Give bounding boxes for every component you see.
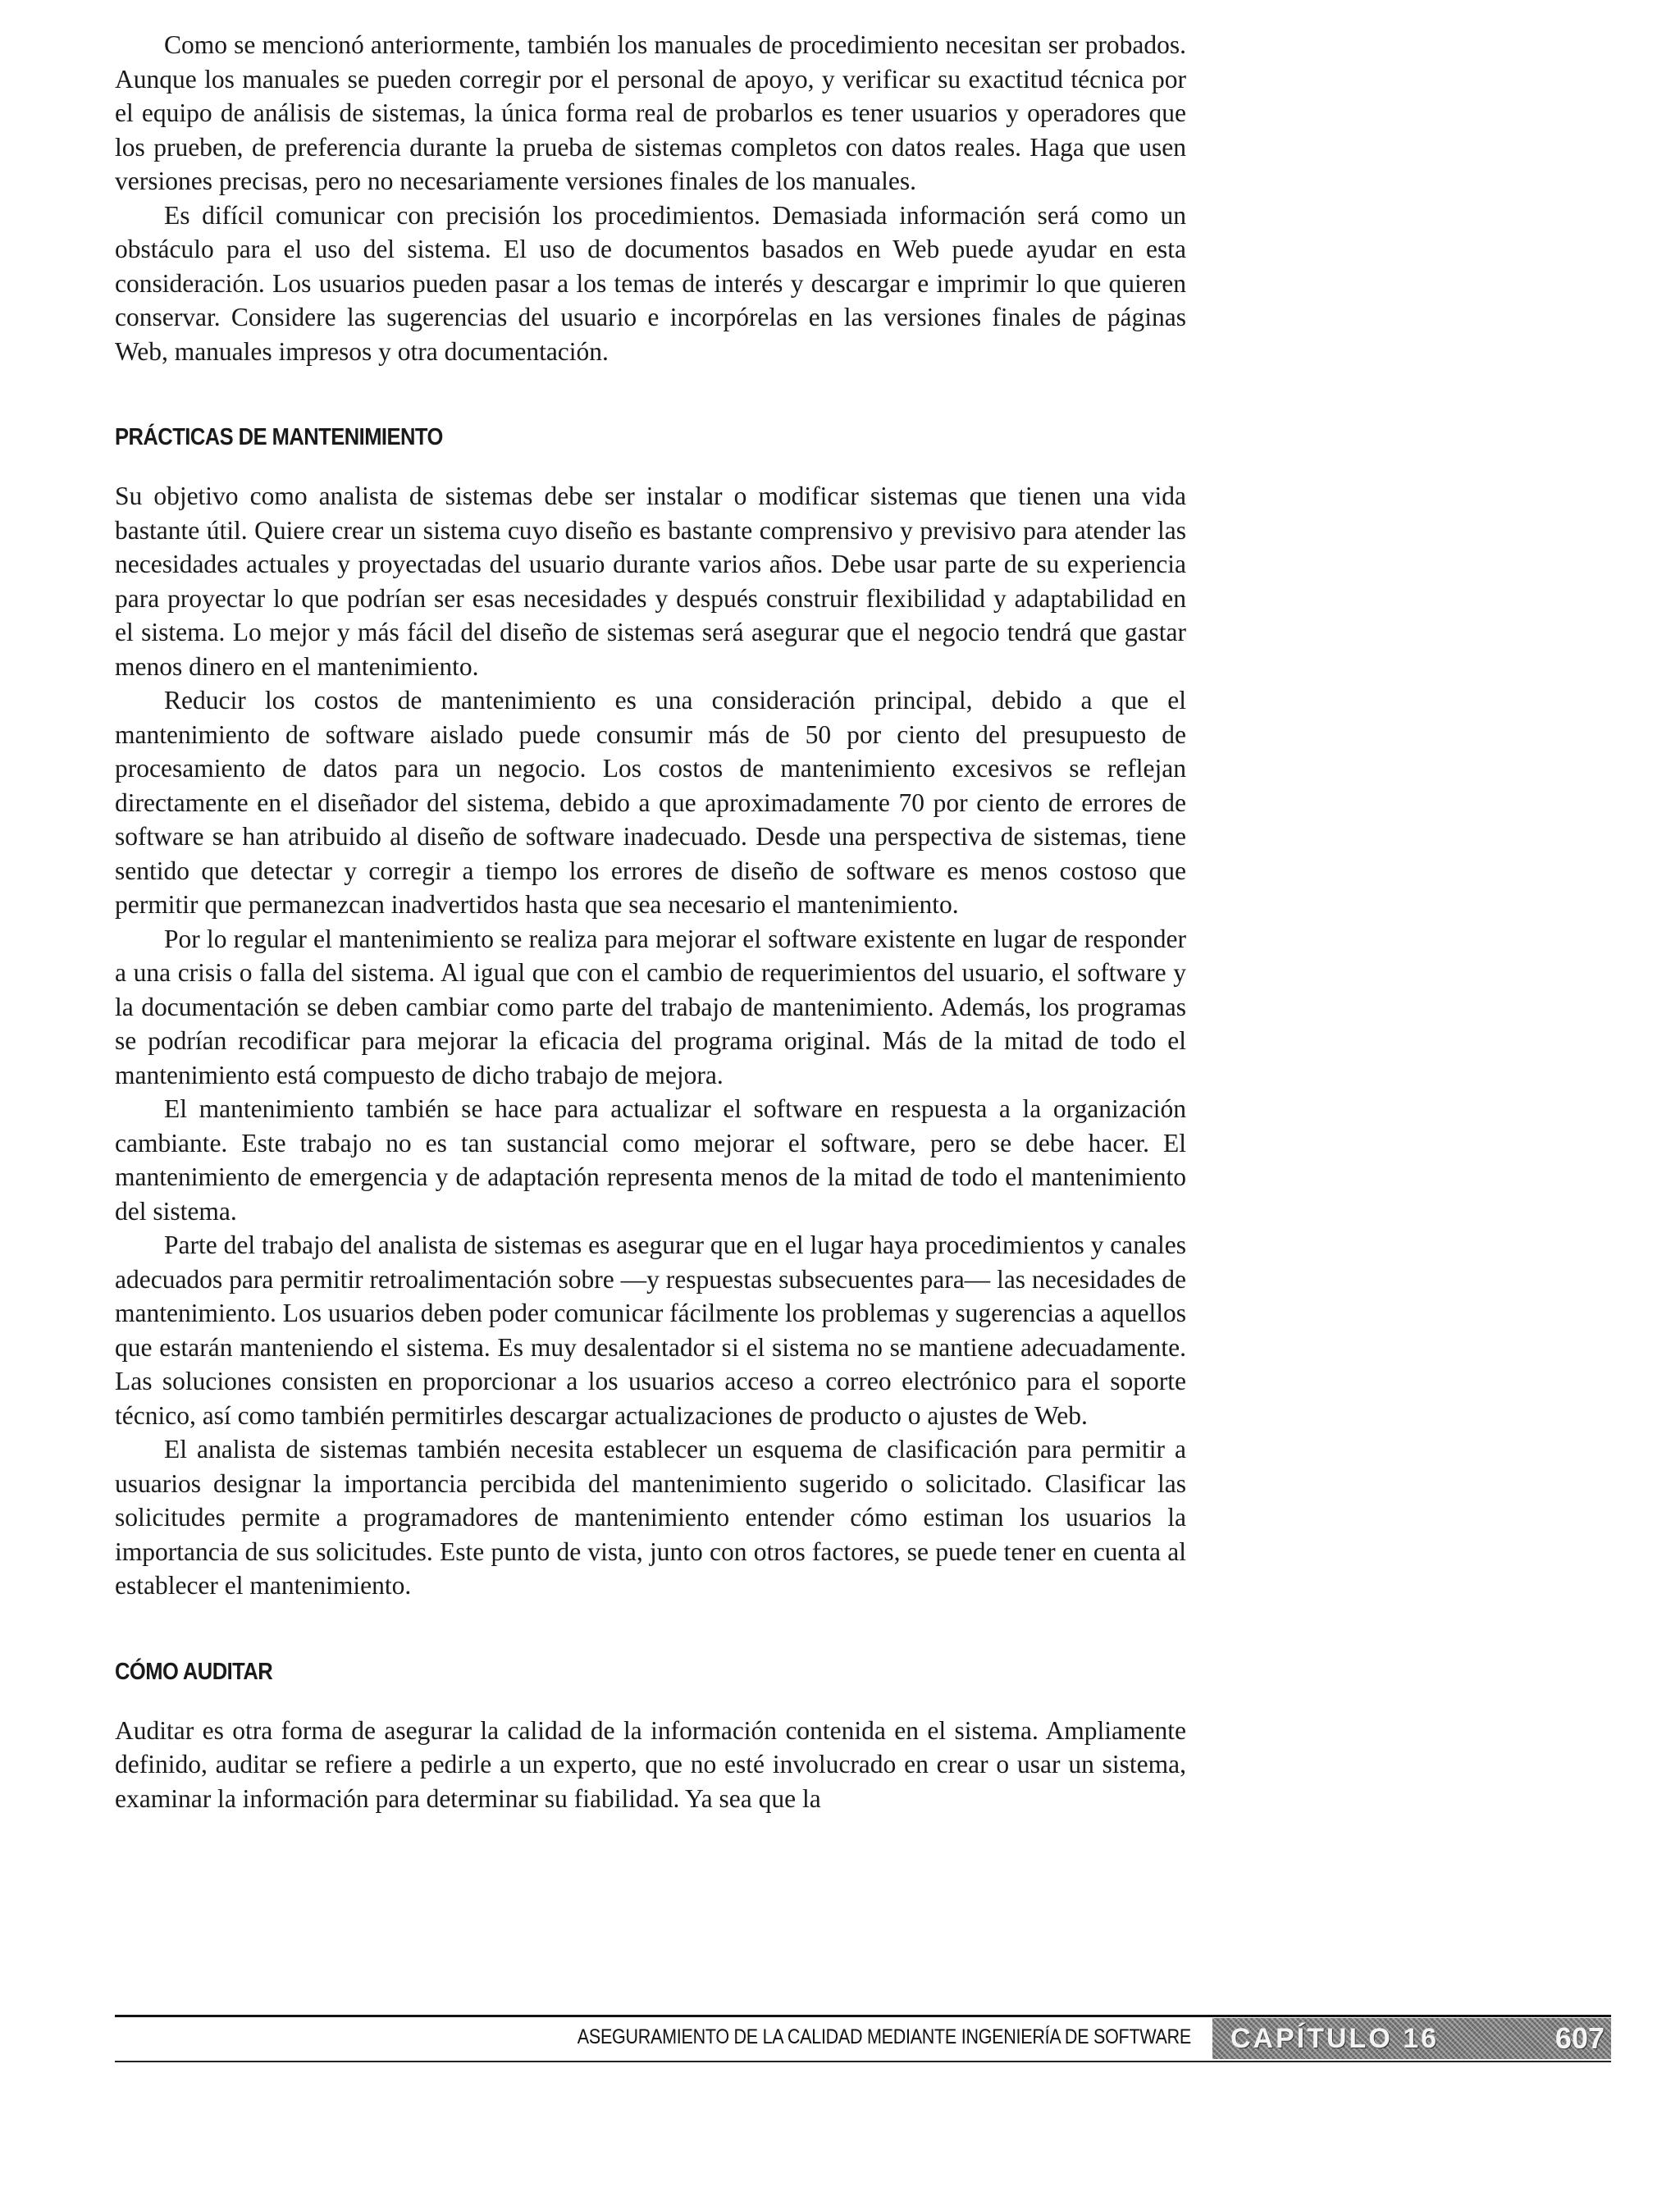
body-paragraph: Reducir los costos de mantenimiento es una consideración principal, debido a que el mantenimiento de software aislado puede consumir más de 50 por ciento del presupuesto de procesamiento de datos para un negocio. Los costos de mantenimiento excesivos se reflejan directamente en el diseñador del sistema, debido a que aproximadamente 70 por ciento de errores de software se han atribuido al diseño de software inadecuado. Desde una perspectiva de sistemas, tiene sentido que detectar y corregir a tiempo los errores de diseño de software es menos costoso que permitir que permanezcan inadvertidos hasta que sea necesario el mantenimiento.	[115, 686, 1186, 919]
body-paragraph: Su objetivo como analista de sistemas debe ser instalar o modificar sistemas que tienen una vida bastante útil. Quiere crear un sistema cuyo diseño es bastante comprensivo y previsivo para atender las necesidades actuales y proyectadas del usuario durante varios años. Debe usar parte de su experiencia para proyectar lo que podrían ser esas necesidades y después construir flexibilidad y adaptabilidad en el sistema. Lo mejor y más fácil del diseño de sistemas será asegurar que el negocio tendrá que gastar menos dinero en el mantenimiento.	[115, 482, 1186, 681]
section-heading-mantenimiento: PRÁCTICAS DE MANTENIMIENTO	[115, 424, 443, 450]
body-paragraph: Auditar es otra forma de asegurar la calidad de la información contenida en el sistema. Ampliamente definido, auditar se refiere a pedirle a un experto, que no esté involucrado en crear o usar un sistema, examinar la información para determinar su fiabilidad. Ya sea que la	[115, 1715, 1186, 1813]
chapter-page-bar	[1212, 2018, 1611, 2059]
page-body	[115, 28, 1186, 1815]
body-paragraph: El analista de sistemas también necesita establecer un esquema de clasificación para permitir a usuarios designar la importancia percibida del mantenimiento sugerido o solicitado. Clasificar las solicitudes permite a programadores de mantenimiento entender cómo estiman los usuarios la importancia de sus solicitudes. Este punto de vista, junto con otros factores, se puede tener en cuenta al establecer el mantenimiento.	[115, 1435, 1186, 1600]
body-paragraph: Por lo regular el mantenimiento se realiza para mejorar el software existente en lugar de responder a una crisis o falla del sistema. Al igual que con el cambio de requerimientos del usuario, el software y la documentación se deben cambiar como parte del trabajo de mantenimiento. Además, los programas se podrían recodificar para mejorar la eficacia del programa original. Más de la mitad de todo el mantenimiento está compuesto de dicho trabajo de mejora.	[115, 924, 1186, 1089]
running-title: ASEGURAMIENTO DE LA CALIDAD MEDIANTE INGENIERÍA DE SOFTWARE	[577, 2025, 1191, 2048]
page-number: 607	[1554, 2021, 1605, 2055]
footer-rule	[115, 2061, 1611, 2062]
section-heading-auditar: CÓMO AUDITAR	[115, 1658, 273, 1685]
footer-rule	[115, 2015, 1611, 2017]
body-paragraph: Parte del trabajo del analista de sistemas es asegurar que en el lugar haya procedimientos y canales adecuados para permitir retroalimentación sobre —y respuestas subsecuentes para— las necesidades de mantenimiento. Los usuarios deben poder comunicar fácilmente los problemas y sugerencias a aquellos que estarán manteniendo el sistema. Es muy desalentador si el sistema no se mantiene adecuadamente. Las soluciones consisten en proporcionar a los usuarios acceso a correo electrónico para el soporte técnico, así como también permitirles descargar actualizaciones de producto o ajustes de Web.	[115, 1231, 1186, 1430]
chapter-label: CAPÍTULO 16	[1230, 2023, 1440, 2054]
body-paragraph: Como se mencionó anteriormente, también los manuales de procedimiento necesitan ser probados. Aunque los manuales se pueden corregir por el personal de apoyo, y verificar su exactitud técnica por el equipo de análisis de sistemas, la única forma real de probarlos es tener usuarios y operadores que los prueben, de preferencia durante la prueba de sistemas completos con datos reales. Haga que usen versiones precisas, pero no necesariamente versiones finales de los manuales.	[115, 30, 1186, 195]
body-paragraph: Es difícil comunicar con precisión los procedimientos. Demasiada información será como un obstáculo para el uso del sistema. El uso de documentos basados en Web puede ayudar en esta consideración. Los usuarios pueden pasar a los temas de interés y descargar e imprimir lo que quieren conservar. Considere las sugerencias del usuario e incorpórelas en las versiones finales de páginas Web, manuales impresos y otra documentación.	[115, 200, 1186, 366]
body-paragraph: El mantenimiento también se hace para actualizar el software en respuesta a la organización cambiante. Este trabajo no es tan sustancial como mejorar el software, pero se debe hacer. El mantenimiento de emergencia y de adaptación representa menos de la mitad de todo el mantenimiento del sistema.	[115, 1094, 1186, 1226]
